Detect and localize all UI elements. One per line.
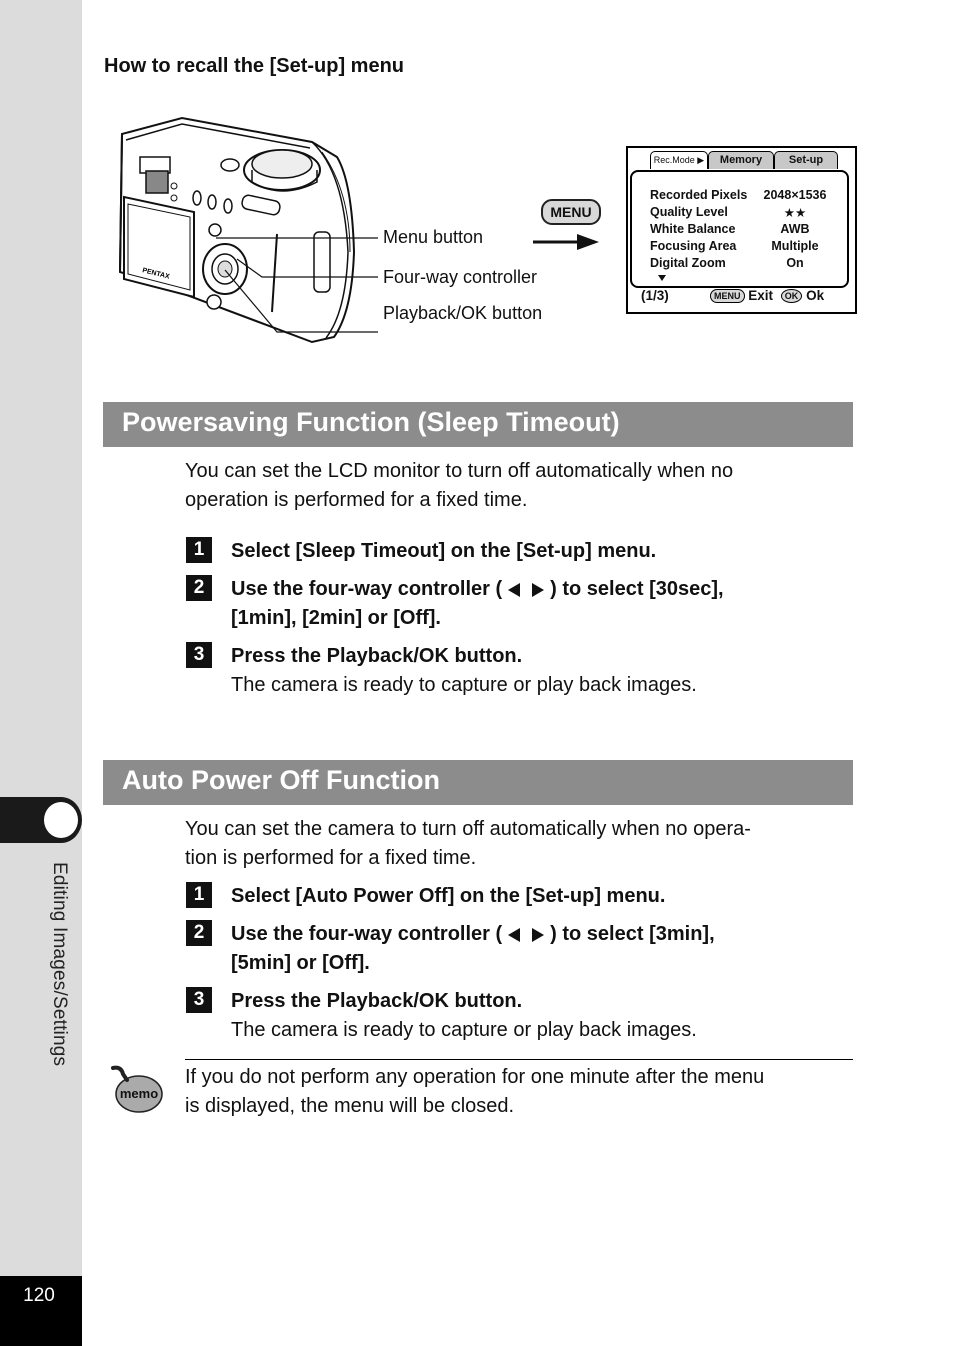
- step-number-badge: 1: [186, 882, 212, 908]
- tab-rec-mode: Rec.Mode ▶: [650, 151, 708, 169]
- step-text: Press the Playback/OK button.: [231, 990, 523, 1012]
- sidebar: [0, 0, 82, 1346]
- ok-key-icon: OK: [781, 289, 803, 303]
- step-text: [231, 575, 831, 633]
- lcd-page-indicator: (1/3): [641, 288, 669, 303]
- step-text-part: Use the four-way controller (: [231, 578, 503, 600]
- step-number-badge: 2: [186, 920, 212, 946]
- lcd-row-label: Focusing Area: [650, 239, 737, 253]
- intro-line: You can set the camera to turn off automatically when no opera-: [185, 818, 751, 840]
- step-subtext: The camera is ready to capture or play back images.: [231, 674, 697, 696]
- section-header-auto-power-off: [103, 760, 853, 805]
- menu-button-callout: Menu button: [383, 227, 484, 247]
- memo-line: If you do not perform any operation for one minute after the menu: [185, 1066, 765, 1088]
- step-text-part: Use the four-way controller (: [231, 923, 503, 945]
- section1-intro: [185, 457, 845, 515]
- section2-intro: [185, 815, 845, 873]
- step-text-part: [5min] or [Off].: [231, 952, 370, 974]
- step-number-badge: 1: [186, 537, 212, 563]
- camera-illustration: [112, 112, 382, 347]
- tab-memory: Memory: [708, 151, 774, 169]
- menu-key-icon: MENU: [710, 289, 745, 303]
- step-text-part: ) to select [30sec],: [550, 578, 724, 600]
- four-way-controller-callout: Four-way controller: [383, 267, 538, 287]
- chapter-tab-inner: [44, 802, 78, 838]
- scroll-down-icon: [658, 275, 666, 281]
- intro-line: operation is performed for a fixed time.: [185, 489, 528, 511]
- step-text-part: [1min], [2min] or [Off].: [231, 607, 441, 629]
- left-arrow-icon: [508, 583, 520, 597]
- lcd-row-value: 2048×1536: [763, 188, 827, 202]
- memo-line: is displayed, the menu will be closed.: [185, 1095, 515, 1117]
- memo-text: [185, 1063, 845, 1121]
- lcd-menu-screen: [626, 146, 857, 314]
- right-arrow-icon: [532, 928, 544, 942]
- lcd-row-value: ★★: [783, 206, 807, 220]
- exit-label: Exit: [748, 288, 774, 303]
- lcd-row-value: On: [786, 256, 804, 270]
- playback-ok-button-callout: Playback/OK button: [383, 303, 543, 323]
- ok-label: Ok: [806, 288, 825, 303]
- lcd-row-label: Recorded Pixels: [650, 188, 748, 202]
- step-number-badge: 3: [186, 642, 212, 668]
- camera-brand: PENTAX: [141, 267, 171, 281]
- intro-line: You can set the LCD monitor to turn off automatically when no: [185, 460, 734, 482]
- lcd-footer-exit: [710, 288, 824, 303]
- lcd-row-value: Multiple: [771, 239, 819, 253]
- memo-divider: [185, 1059, 853, 1060]
- left-arrow-icon: [508, 928, 520, 942]
- lcd-menu-panel: [630, 170, 849, 288]
- lcd-row-label: Quality Level: [650, 205, 728, 219]
- lcd-row-label: White Balance: [650, 222, 736, 236]
- step-text: Press the Playback/OK button.: [231, 645, 523, 667]
- arrow-right-icon: [533, 232, 599, 252]
- step-text-part: ) to select [3min],: [550, 923, 715, 945]
- right-arrow-icon: [532, 583, 544, 597]
- menu-key-icon: MENU: [541, 199, 601, 225]
- step-text: [231, 920, 831, 978]
- lcd-row-label: Digital Zoom: [650, 256, 726, 270]
- lcd-row-value: AWB: [780, 222, 810, 236]
- page-number: 120: [23, 1285, 55, 1306]
- section-title: Auto Power Off Function: [122, 765, 440, 795]
- section-header-sleep-timeout: [103, 402, 853, 447]
- step-number-badge: 3: [186, 987, 212, 1013]
- step-subtext: The camera is ready to capture or play back images.: [231, 1019, 697, 1041]
- tab-set-up: Set-up: [774, 151, 838, 169]
- section-title: Powersaving Function (Sleep Timeout): [122, 407, 620, 437]
- step-text: Select [Auto Power Off] on the [Set-up] menu.: [231, 885, 666, 907]
- step-text: Select [Sleep Timeout] on the [Set-up] menu.: [231, 540, 657, 562]
- intro-line: tion is performed for a fixed time.: [185, 847, 477, 869]
- svg-text:memo: memo: [119, 1086, 159, 1101]
- memo-icon: [107, 1064, 167, 1116]
- recall-heading: How to recall the [Set-up] menu: [104, 55, 405, 77]
- chapter-label: Editing Images/Settings: [49, 862, 70, 1067]
- step-number-badge: 2: [186, 575, 212, 601]
